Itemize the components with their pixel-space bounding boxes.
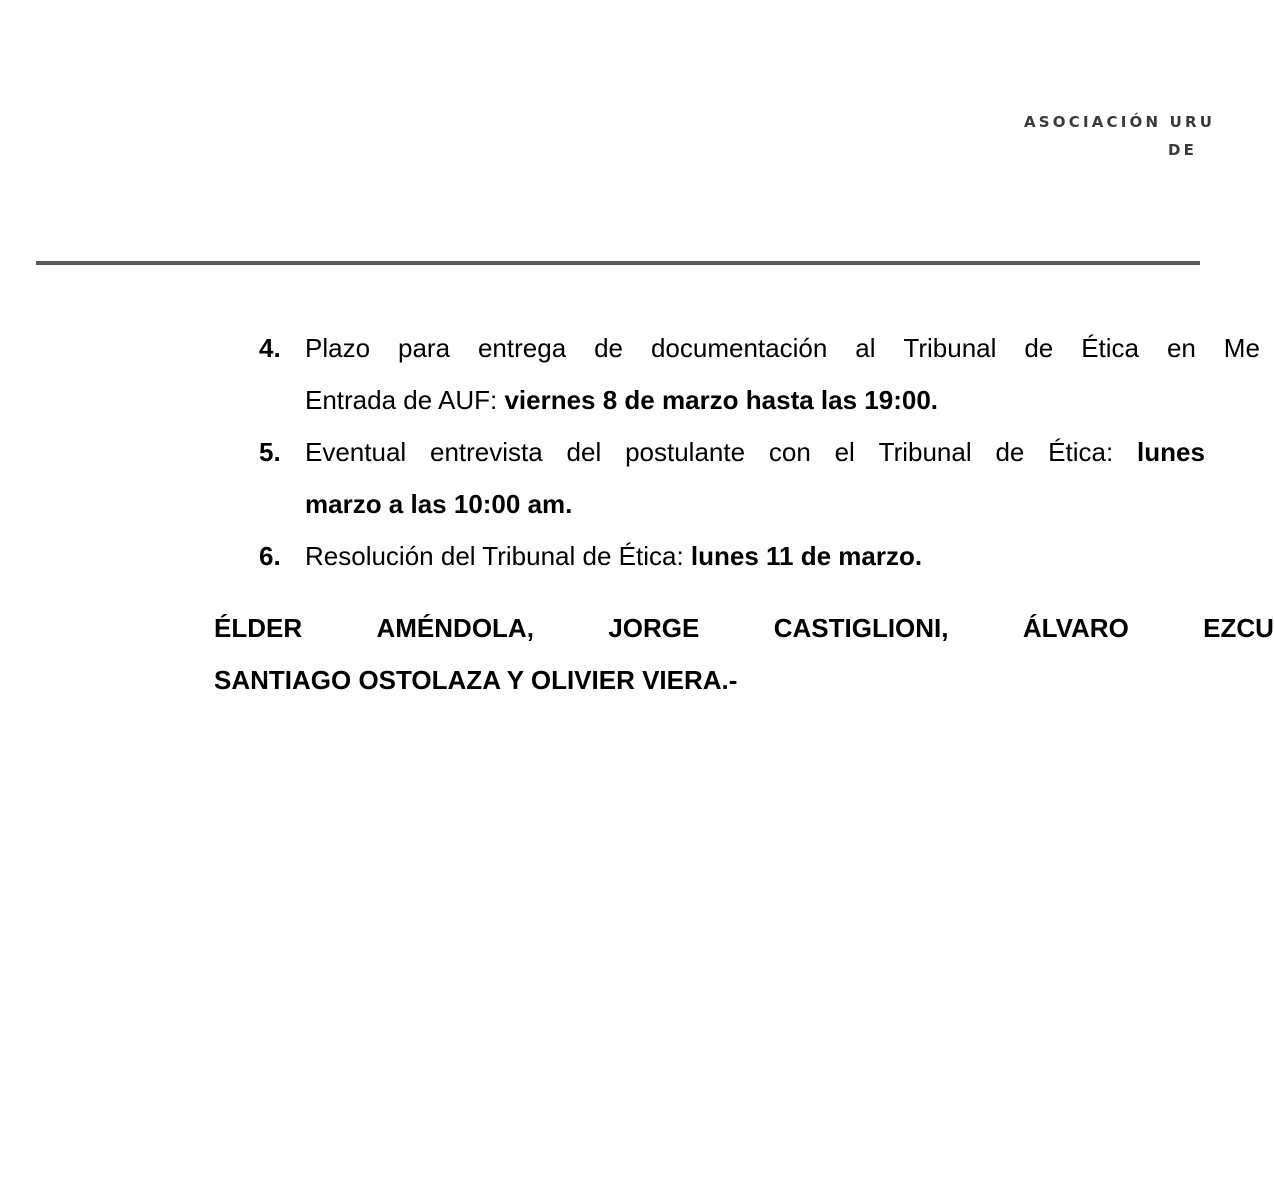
word: de [995, 437, 1025, 467]
word: Me [1223, 333, 1260, 363]
list-item-date: marzo a las 10:00 am. [305, 489, 573, 519]
word: el [834, 437, 855, 467]
signatories-line2: SANTIAGO OSTOLAZA Y OLIVIER VIERA.- [214, 665, 738, 695]
list-item-text: Entrada de AUF: [305, 385, 505, 415]
word: Plazo [305, 333, 371, 363]
list-item-number: 6. [259, 541, 281, 571]
word: entrega [477, 333, 567, 363]
word: del [566, 437, 602, 467]
word: entrevista [430, 437, 543, 467]
word: de [1024, 333, 1054, 363]
word: documentación [650, 333, 828, 363]
list-item-number: 5. [259, 437, 281, 467]
word: postulante [625, 437, 746, 467]
word: lunes [1137, 437, 1205, 467]
word: para [397, 333, 451, 363]
organization-name-line1: ASOCIACIÓN URU [1024, 113, 1216, 131]
word: al [855, 333, 876, 363]
list-item-date: viernes 8 de marzo hasta las 19:00. [504, 385, 939, 415]
signatories-line1 [214, 602, 1274, 654]
header-divider [36, 261, 1200, 265]
word: AMÉNDOLA, [376, 613, 534, 643]
word: Ética: [1048, 437, 1114, 467]
word: en [1166, 333, 1196, 363]
list-item-line [305, 322, 1260, 374]
word: Ética [1081, 333, 1139, 363]
list-item-line [305, 374, 938, 426]
word: EZCU [1203, 613, 1274, 643]
word: de [594, 333, 624, 363]
list-item-line [305, 426, 1205, 478]
word: ÁLVARO [1022, 613, 1129, 643]
list-item-date: lunes 11 de marzo. [690, 541, 923, 571]
word: Tribunal [878, 437, 972, 467]
word: CASTIGLIONI, [773, 613, 949, 643]
list-item-number: 4. [259, 333, 281, 363]
word: con [768, 437, 811, 467]
word: JORGE [608, 613, 700, 643]
word: ÉLDER [214, 613, 303, 643]
word: Eventual [305, 437, 407, 467]
organization-name-line2: DE [1168, 141, 1198, 159]
list-item-text: Resolución del Tribunal de Ética: [305, 541, 691, 571]
word: Tribunal [903, 333, 997, 363]
list-item-line [305, 530, 922, 582]
